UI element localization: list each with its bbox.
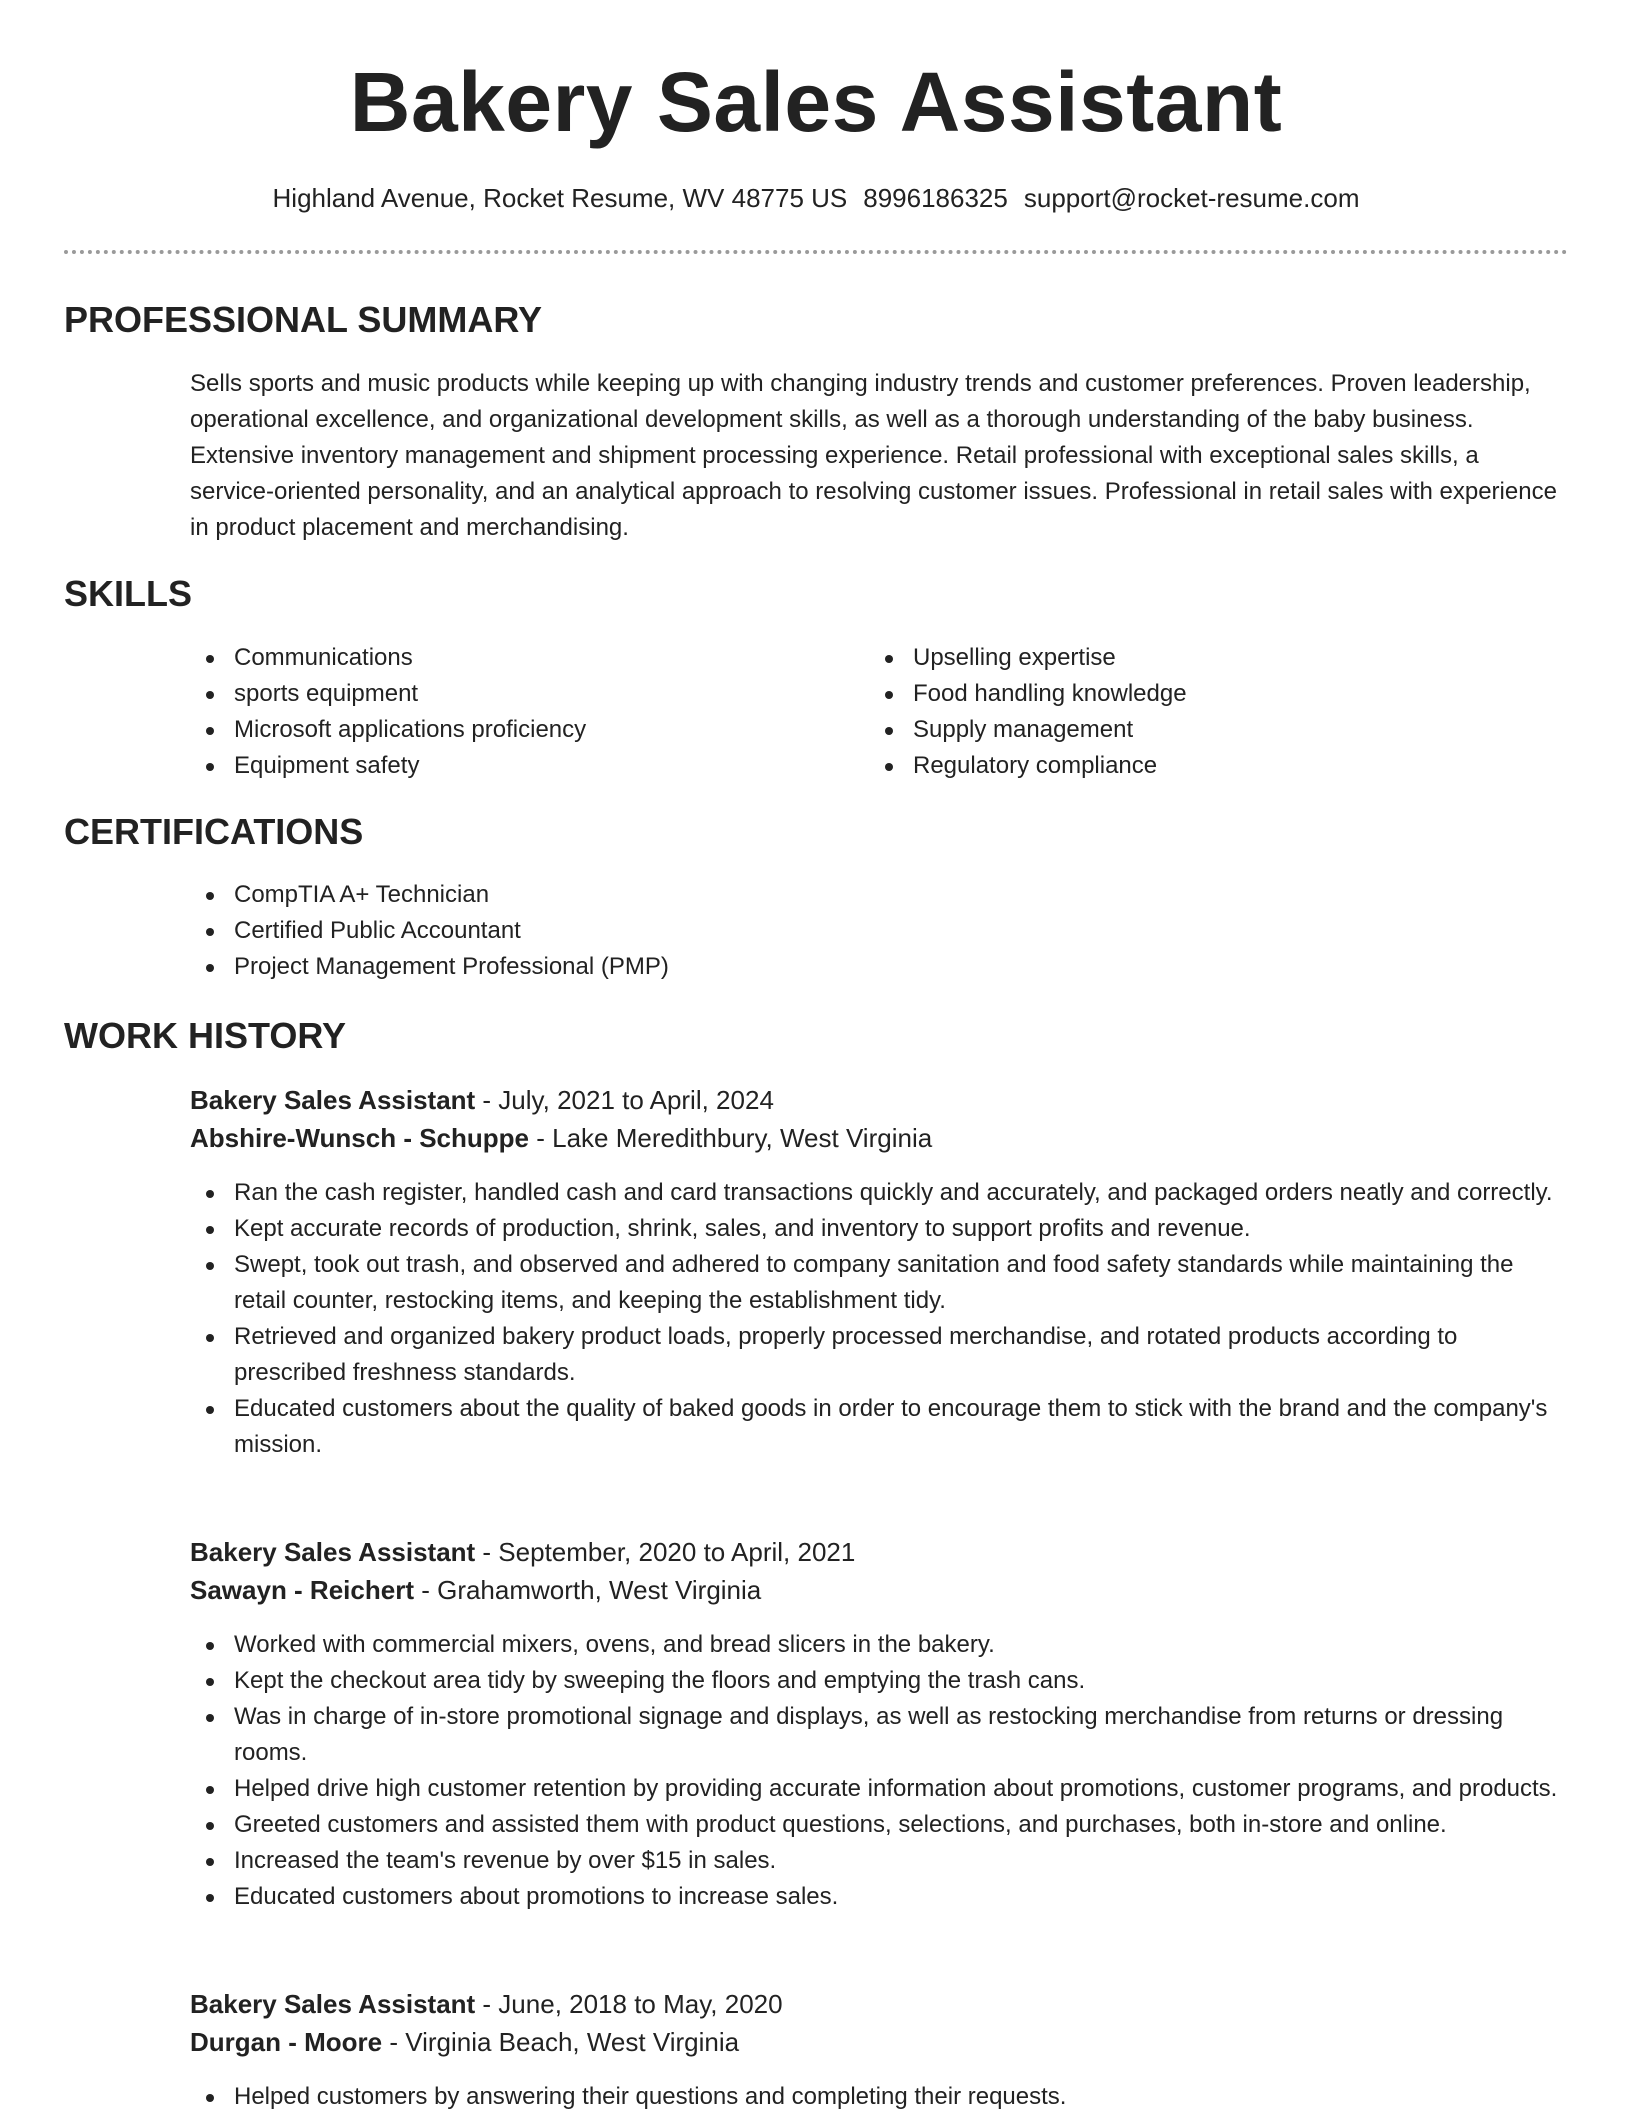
list-item: Was in charge of in-store promotional signage and displays, as well as restocking merchandise from returns or dressing rooms.: [190, 1699, 1570, 1771]
list-item: sports equipment: [190, 676, 830, 712]
job-company: Durgan - Moore: [190, 2027, 383, 2057]
list-item: Regulatory compliance: [869, 748, 1509, 784]
bullet-dot: [206, 1894, 214, 1902]
job-title: Bakery Sales Assistant: [190, 1085, 476, 1115]
certifications-list: [190, 877, 1560, 985]
bullet-dot: [885, 727, 893, 735]
skills-list-left: [190, 640, 830, 784]
bullet-dot: [206, 763, 214, 771]
list-item: Helped drive high customer retention by providing accurate information about promotions, customer programs, and products.: [190, 1771, 1570, 1807]
list-item: Increased the team's revenue by over $15 in sales.: [190, 1843, 1570, 1879]
certifications-heading: CERTIFICATIONS: [64, 811, 364, 852]
contact-line: [0, 182, 1632, 214]
list-item: Kept the checkout area tidy by sweeping the floors and emptying the trash cans.: [190, 1663, 1570, 1699]
list-item: Educated customers about the quality of baked goods in order to encourage them to stick with the brand and the company's mission.: [190, 1391, 1570, 1463]
job-title: Bakery Sales Assistant: [190, 1537, 476, 1567]
job-company-line: [190, 1120, 932, 1156]
bullet-dot: [885, 691, 893, 699]
list-item: CompTIA A+ Technician: [190, 877, 1560, 913]
summary-text: Sells sports and music products while keeping up with changing industry trends and customer preferences. Proven leadership, operational excellence, and organizational development skills, as well as a thorough understanding of the baby business. Extensive inventory management and shipment processing experience. Retail professional with exceptional sales skills, a service-oriented personality, and an analytical approach to resolving customer issues. Professional in retail sales with experience in product placement and merchandising.: [190, 370, 1557, 541]
list-item: Communications: [190, 640, 830, 676]
bullet-dot: [206, 1786, 214, 1794]
bullet-dot: [206, 964, 214, 972]
list-item: Equipment safety: [190, 748, 830, 784]
work-history-heading: WORK HISTORY: [64, 1015, 347, 1056]
list-item: Kept accurate records of production, shrink, sales, and inventory to support profits and revenue.: [190, 1211, 1570, 1247]
job-location: - Grahamworth, West Virginia: [413, 1575, 762, 1605]
contact-address: Highland Avenue, Rocket Resume, WV 48775 US: [272, 183, 848, 213]
bullet-dot: [206, 1822, 214, 1830]
bullet-dot: [206, 1190, 214, 1198]
job-company: Abshire-Wunsch - Schuppe: [190, 1123, 529, 1153]
job-title: Bakery Sales Assistant: [190, 1989, 476, 2019]
list-item: Food handling knowledge: [869, 676, 1509, 712]
bullet-dot: [206, 1262, 214, 1270]
bullet-dot: [206, 2094, 214, 2102]
bullet-dot: [885, 655, 893, 663]
skills-list-right: [869, 640, 1509, 784]
bullet-dot: [885, 763, 893, 771]
job-company: Sawayn - Reichert: [190, 1575, 414, 1605]
list-item: Project Management Professional (PMP): [190, 949, 1560, 985]
list-item: Swept, took out trash, and observed and adhered to company sanitation and food safety standards while maintaining the retail counter, restocking items, and keeping the establishment tidy.: [190, 1247, 1570, 1319]
job-company-line: [190, 1572, 761, 1608]
list-item: Microsoft applications proficiency: [190, 712, 830, 748]
bullet-dot: [206, 1858, 214, 1866]
list-item: Worked with commercial mixers, ovens, and bread slicers in the bakery.: [190, 1627, 1570, 1663]
job-title-line: [190, 1082, 774, 1118]
job-location: - Lake Meredithbury, West Virginia: [529, 1123, 933, 1153]
job-bullets: [190, 1175, 1570, 1463]
job-bullets: [190, 2079, 1570, 2115]
job-dates: - June, 2018 to May, 2020: [475, 1989, 783, 2019]
job-location: - Virginia Beach, West Virginia: [382, 2027, 740, 2057]
contact-email: support@rocket-resume.com: [1023, 183, 1360, 213]
list-item: Supply management: [869, 712, 1509, 748]
bullet-dot: [206, 1714, 214, 1722]
list-item: Educated customers about promotions to increase sales.: [190, 1879, 1570, 1915]
contact-phone: 8996186325: [863, 183, 1008, 213]
bullet-dot: [206, 1678, 214, 1686]
bullet-dot: [206, 727, 214, 735]
list-item: Helped customers by answering their questions and completing their requests.: [190, 2079, 1570, 2115]
resume-title: Bakery Sales Assistant: [349, 55, 1283, 149]
list-item: Ran the cash register, handled cash and card transactions quickly and accurately, and packaged orders neatly and correctly.: [190, 1175, 1570, 1211]
list-item: Retrieved and organized bakery product loads, properly processed merchandise, and rotated products according to prescribed freshness standards.: [190, 1319, 1570, 1391]
job-company-line: [190, 2024, 739, 2060]
bullet-dot: [206, 1406, 214, 1414]
list-item: Greeted customers and assisted them with product questions, selections, and purchases, both in-store and online.: [190, 1807, 1570, 1843]
job-title-line: [190, 1534, 855, 1570]
bullet-dot: [206, 1334, 214, 1342]
skills-heading: SKILLS: [64, 573, 193, 614]
bullet-dot: [206, 892, 214, 900]
job-title-line: [190, 1986, 783, 2022]
bullet-dot: [206, 691, 214, 699]
job-dates: - July, 2021 to April, 2024: [475, 1085, 774, 1115]
bullet-dot: [206, 1642, 214, 1650]
job-bullets: [190, 1627, 1570, 1915]
bullet-dot: [206, 928, 214, 936]
list-item: Certified Public Accountant: [190, 913, 1560, 949]
list-item: Upselling expertise: [869, 640, 1509, 676]
bullet-dot: [206, 655, 214, 663]
job-dates: - September, 2020 to April, 2021: [475, 1537, 856, 1567]
header-divider: [64, 250, 1568, 254]
summary-heading: PROFESSIONAL SUMMARY: [64, 299, 543, 340]
bullet-dot: [206, 1226, 214, 1234]
